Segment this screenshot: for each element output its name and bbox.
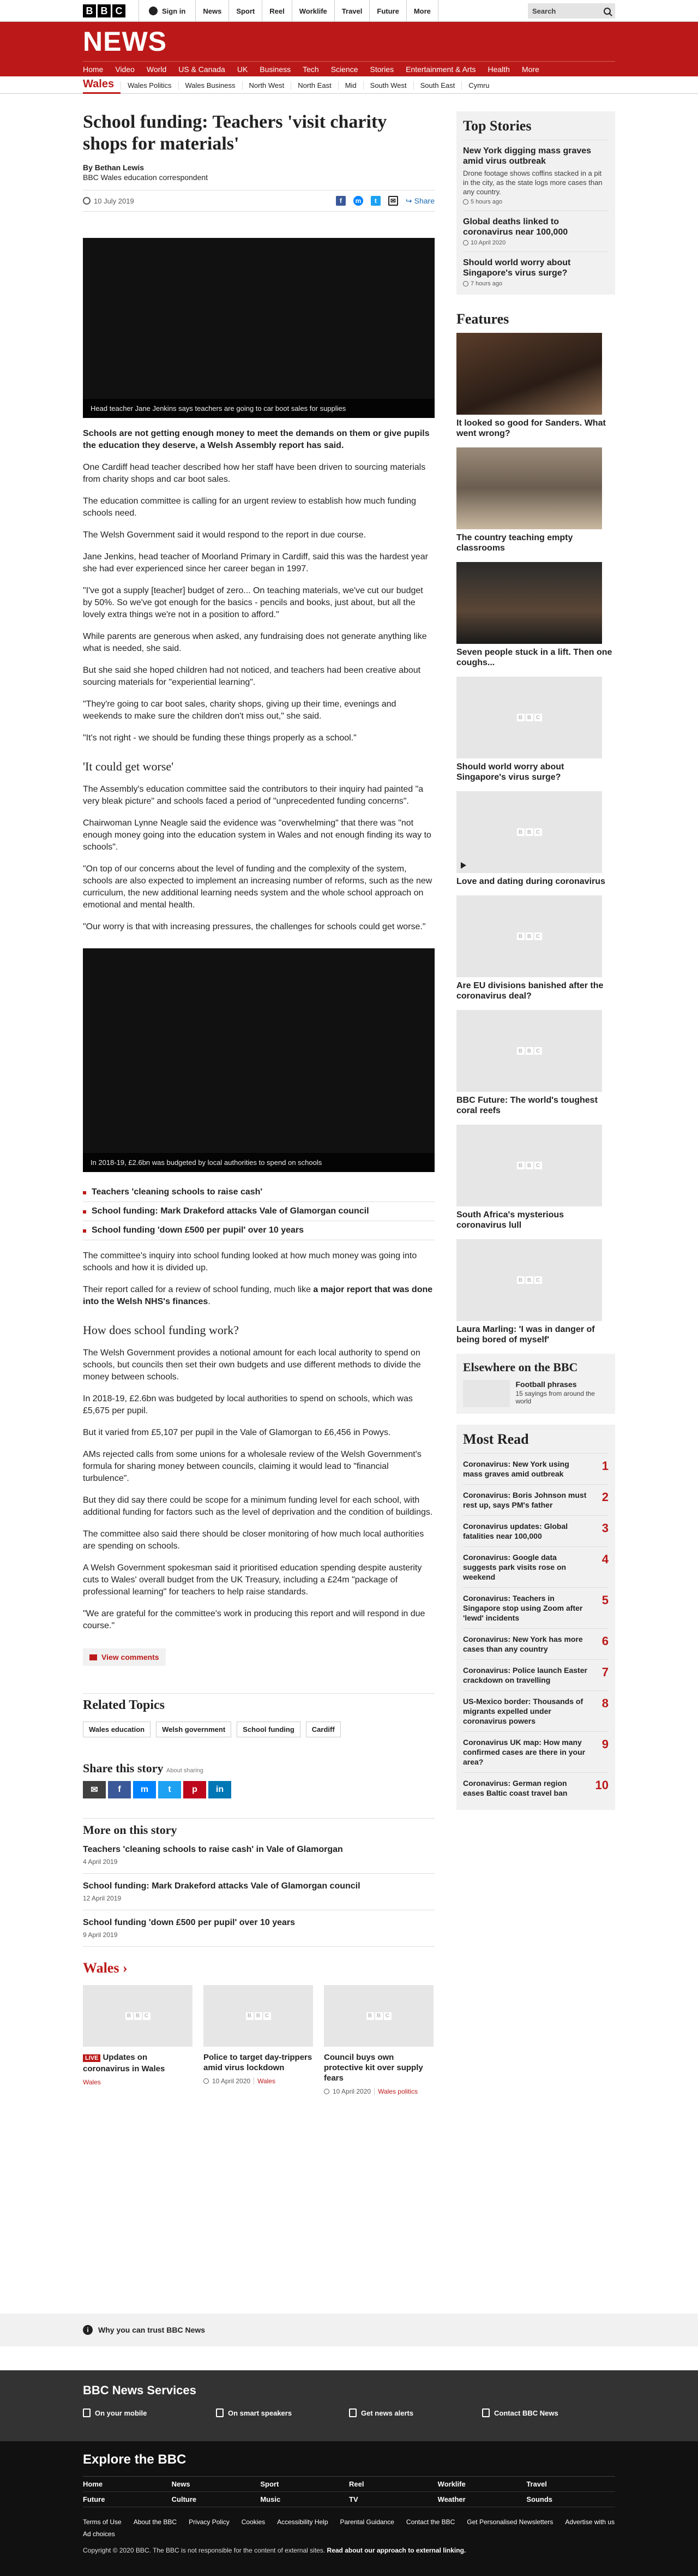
- share-story: [83, 1761, 435, 1798]
- wales-card[interactable]: B B C Council buys own protective kit over supply fears 10 April 2020 Wales politics: [324, 1985, 434, 2095]
- card-image-placeholder: B B C: [203, 1985, 313, 2047]
- lead-paragraph: Schools are not getting enough money to meet the demands on them or give pupils the education they deserve, a Welsh Assembly report has said.: [83, 429, 430, 450]
- global-nav: [196, 0, 438, 22]
- most-read-item[interactable]: Coronavirus: New York using mass graves amid outbreak 1: [463, 1453, 609, 1484]
- related-link[interactable]: School funding 'down £500 per pupil' over 10 years: [83, 1221, 435, 1240]
- subheading: 'It could get worse': [83, 760, 174, 773]
- subnav-north-west[interactable]: North West: [242, 81, 291, 89]
- topic-tag[interactable]: Cardiff: [306, 1722, 341, 1737]
- topic-tag[interactable]: School funding: [237, 1722, 300, 1737]
- most-read-item[interactable]: Coronavirus: New York has more cases than any country 6: [463, 1628, 609, 1659]
- facebook-share-icon[interactable]: f: [108, 1781, 131, 1798]
- global-nav-travel[interactable]: Travel: [335, 0, 370, 22]
- service-smart-speakers[interactable]: On smart speakers: [216, 2408, 349, 2417]
- feature-card[interactable]: B B C Are EU divisions banished after the coronavirus deal?: [456, 895, 615, 1001]
- global-nav-more[interactable]: More: [407, 0, 438, 22]
- card-image-placeholder: B B C: [456, 677, 602, 758]
- email-icon[interactable]: ✉: [388, 196, 398, 206]
- hero-image: [83, 238, 435, 418]
- rank-number: 8: [601, 1696, 609, 1710]
- news-nav-us-canada[interactable]: US & Canada: [178, 64, 225, 74]
- footer-link-tv[interactable]: TV: [349, 2492, 438, 2507]
- most-read-item[interactable]: Coronavirus: Teachers in Singapore stop using Zoom after 'lewd' incidents 5: [463, 1587, 609, 1628]
- paragraph: AMs rejected calls from some unions for a wholesale review of the Welsh Government's formula for sharing money between councils, claiming it would lead to "financial turbulence".: [83, 1450, 422, 1483]
- paragraph: But they did say there could be scope for a minimum funding level for each school, with additional funding for factors such as the level of deprivation and the condition of buildings.: [83, 1496, 433, 1517]
- linkedin-share-icon[interactable]: in: [208, 1781, 231, 1798]
- facebook-icon[interactable]: f: [336, 196, 346, 206]
- footer-link-future[interactable]: Future: [83, 2492, 172, 2507]
- rank-number: 10: [595, 1778, 609, 1792]
- footer-link-music[interactable]: Music: [260, 2492, 349, 2507]
- elsewhere-thumbnail: [463, 1380, 510, 1407]
- wales-section: [83, 1960, 435, 2095]
- elsewhere-item[interactable]: Football phrases 15 sayings from around the world: [463, 1380, 609, 1407]
- nhs-report-link[interactable]: a major report that was done into the Welsh NHS's finances: [83, 1285, 433, 1306]
- subnav-wales[interactable]: Wales: [83, 76, 121, 94]
- news-nav-home[interactable]: Home: [83, 64, 104, 74]
- rank-number: 9: [601, 1737, 609, 1751]
- bbc-logo[interactable]: B B C: [83, 4, 125, 17]
- news-nav-science[interactable]: Science: [330, 64, 358, 74]
- service-news-alerts[interactable]: Get news alerts: [349, 2408, 482, 2417]
- trust-banner: [0, 2314, 698, 2346]
- most-read-item[interactable]: Coronavirus UK map: How many confirmed cases are there in your area? 9: [463, 1731, 609, 1772]
- share-toolbar: [336, 196, 435, 206]
- paragraph: Chairwoman Lynne Neagle said the evidence was "overwhelming" that there was "not enough money going into the education system in Wales and not enough finding its way to schools".: [83, 818, 431, 852]
- most-read-item[interactable]: Coronavirus updates: Global fatalities near 100,000 3: [463, 1515, 609, 1546]
- related-links-list: [83, 1183, 435, 1240]
- subnav-wales-business[interactable]: Wales Business: [178, 81, 242, 89]
- clock-icon: [203, 2078, 209, 2084]
- twitter-icon[interactable]: t: [371, 196, 381, 206]
- subnav-wales-politics[interactable]: Wales Politics: [121, 81, 178, 89]
- top-story[interactable]: New York digging mass graves amid virus outbreak Drone footage shows coffins stacked in a pit in the city, as the state logs more cases than any country. 5 hours ago: [463, 140, 609, 211]
- clock-icon: [463, 240, 468, 246]
- services-title: BBC News Services: [83, 2383, 196, 2397]
- legal-link[interactable]: Terms of Use: [83, 2518, 122, 2526]
- card-image-placeholder: B B C: [456, 1125, 602, 1206]
- news-services: [0, 2370, 698, 2441]
- most-read: [456, 1425, 615, 1810]
- news-nav-stories[interactable]: Stories: [370, 64, 394, 74]
- share-button[interactable]: ↪ Share: [405, 196, 435, 205]
- share-icon: ↪: [405, 196, 412, 205]
- subnav-cymru[interactable]: Cymru: [461, 81, 496, 89]
- subheading: How does school funding work?: [83, 1323, 239, 1337]
- paragraph: The Welsh Government provides a notional amount for each local authority to spend on schools, but councils then set their own budgets and use different methods to divide the money between schools.: [83, 1348, 421, 1382]
- features: [456, 311, 615, 1345]
- global-nav-reel[interactable]: Reel: [262, 0, 292, 22]
- related-topics: [83, 1693, 435, 1737]
- legal-link[interactable]: Get Personalised Newsletters: [467, 2518, 553, 2526]
- global-nav-worklife[interactable]: Worklife: [292, 0, 335, 22]
- paragraph: The committee's inquiry into school funding looked at how much money was going into schools and how it is divided up.: [83, 1251, 417, 1272]
- alert-icon: [349, 2408, 357, 2417]
- legal-link[interactable]: Accessibility Help: [277, 2518, 328, 2526]
- card-section-link[interactable]: Wales: [83, 2078, 101, 2086]
- service-mobile[interactable]: On your mobile: [83, 2408, 216, 2417]
- feature-card[interactable]: It looked so good for Sanders. What went wrong?: [456, 333, 615, 439]
- paragraph: But she said she hoped children had not noticed, and teachers had been creative about sourcing materials for "experiential learning".: [83, 666, 421, 687]
- paragraph: While parents are generous when asked, any fundraising does not generate anything like what is needed, she said.: [83, 632, 427, 653]
- wales-subnav: [0, 76, 698, 94]
- paragraph: Jane Jenkins, head teacher of Moorland Primary in Cardiff, said this was the hardest year she had ever experienced since her career began in 1997.: [83, 552, 428, 573]
- subnav-south-east[interactable]: South East: [413, 81, 462, 89]
- paragraph: A Welsh Government spokesman said it prioritised education spending despite austerity cuts to Wales' overall budget from the UK Treasury, including a £24m "package of professional learning" for teachers to help raise standards.: [83, 1563, 422, 1597]
- copyright: Copyright © 2020 BBC. The BBC is not responsible for the content of external sites. Read about our approach to external linking.: [83, 2547, 466, 2554]
- most-read-item[interactable]: Coronavirus: Google data suggests park visits rose on weekend 4: [463, 1546, 609, 1587]
- paragraph: But it varied from £5,107 per pupil in the Vale of Glamorgan to £6,456 in Powys.: [83, 1428, 391, 1437]
- wales-card[interactable]: B B C LIVE Updates on coronavirus in Wales Wales: [83, 1985, 192, 2095]
- paragraph: In 2018-19, £2.6bn was budgeted by local authorities to spend on schools, which was £5,675 per pupil.: [83, 1394, 413, 1415]
- most-read-title: Most Read: [463, 1431, 529, 1447]
- top-stories: [456, 111, 615, 295]
- clock-icon: [463, 281, 468, 286]
- list-item[interactable]: School funding 'down £500 per pupil' over 10 years 9 April 2019: [83, 1910, 435, 1947]
- footer-link-sounds[interactable]: Sounds: [526, 2492, 615, 2507]
- topic-tag[interactable]: Wales education: [83, 1722, 151, 1737]
- top-stories-title: Top Stories: [463, 118, 532, 134]
- legal-link[interactable]: Privacy Policy: [189, 2518, 230, 2526]
- news-nav-entertainment[interactable]: Entertainment & Arts: [406, 64, 476, 74]
- legal-link[interactable]: Advertise with us: [565, 2518, 615, 2526]
- related-topics-title: Related Topics: [83, 1693, 435, 1713]
- feature-image: [456, 447, 602, 529]
- rank-number: 6: [601, 1634, 609, 1648]
- related-link[interactable]: Teachers 'cleaning schools to raise cash': [83, 1183, 435, 1202]
- rank-number: 2: [601, 1490, 609, 1504]
- card-section-link[interactable]: Wales: [254, 2077, 275, 2085]
- paragraph: Their report called for a review of school funding, much like a major report that was done into the Welsh NHS's finances.: [83, 1285, 433, 1306]
- twitter-share-icon[interactable]: t: [158, 1781, 181, 1798]
- rank-number: 5: [601, 1593, 609, 1607]
- page-title: School funding: Teachers 'visit charity shops for materials': [83, 112, 387, 154]
- sidebar: [456, 111, 615, 2095]
- comment-icon: [89, 1654, 97, 1660]
- card-image-placeholder: B B C: [456, 895, 602, 977]
- clock-icon: [83, 197, 91, 205]
- global-nav-news[interactable]: News: [196, 0, 229, 22]
- feature-card[interactable]: B B C Laura Marling: 'I was in danger of being bored of myself': [456, 1239, 615, 1345]
- top-story[interactable]: Global deaths linked to coronavirus near 100,000 10 April 2020: [463, 211, 609, 252]
- most-read-item[interactable]: Coronavirus: Boris Johnson must rest up, says PM's father 2: [463, 1484, 609, 1515]
- card-image-placeholder: B B C: [324, 1985, 434, 2047]
- paragraph: The education committee is calling for an urgent review to establish how much funding schools need.: [83, 497, 416, 518]
- article-column: [83, 111, 435, 2095]
- paragraph: "They're going to car boot sales, charity shops, giving up their time, evenings and weekends to make sure the children don't miss out," she said.: [83, 700, 396, 721]
- view-comments-button[interactable]: View comments: [83, 1648, 166, 1666]
- wales-section-title[interactable]: Wales ›: [83, 1960, 128, 1976]
- card-image-placeholder: B B C: [456, 791, 602, 873]
- paragraph: "It's not right - we should be funding these things properly as a school.": [83, 733, 357, 743]
- news-nav-more[interactable]: More: [521, 64, 539, 74]
- signin-link[interactable]: Sign in: [139, 0, 196, 22]
- footer-link-home[interactable]: Home: [83, 2477, 172, 2492]
- news-nav-uk[interactable]: UK: [237, 64, 248, 74]
- footer-link-travel[interactable]: Travel: [526, 2477, 615, 2492]
- footer-link-sport[interactable]: Sport: [260, 2477, 349, 2492]
- byline-role: BBC Wales education correspondent: [83, 173, 208, 182]
- card-image-placeholder: B B C: [456, 1239, 602, 1321]
- card-section-link[interactable]: Wales politics: [374, 2088, 418, 2095]
- rank-number: 4: [601, 1552, 609, 1566]
- global-nav-sport[interactable]: Sport: [229, 0, 262, 22]
- news-nav-video[interactable]: Video: [115, 64, 135, 74]
- search-input[interactable]: Search: [528, 3, 615, 19]
- rank-number: 7: [601, 1665, 609, 1679]
- explore-title: Explore the BBC: [83, 2452, 186, 2467]
- pinterest-share-icon[interactable]: p: [183, 1781, 206, 1798]
- most-read-item[interactable]: US-Mexico border: Thousands of migrants expelled under coronavirus powers 8: [463, 1690, 609, 1731]
- about-sharing-link[interactable]: About sharing: [166, 1767, 203, 1774]
- paragraph: The committee also said there should be closer monitoring of how much local authorities are spending on schools.: [83, 1529, 424, 1551]
- paragraph: The Welsh Government said it would respond to the report in due course.: [83, 530, 366, 540]
- explore-footer: [0, 2441, 698, 2576]
- elsewhere-title: Elsewhere on the BBC: [463, 1360, 578, 1374]
- messenger-share-icon[interactable]: m: [133, 1781, 156, 1798]
- user-icon: [149, 7, 158, 15]
- global-topbar: [0, 0, 698, 22]
- speaker-icon: [216, 2408, 224, 2417]
- features-title: Features: [456, 311, 509, 327]
- feature-card[interactable]: B B C Should world worry about Singapore's virus surge?: [456, 677, 615, 782]
- news-nav-business[interactable]: Business: [260, 64, 291, 74]
- live-badge: LIVE: [83, 2054, 100, 2062]
- trust-link[interactable]: Why you can trust BBC News: [98, 2326, 206, 2334]
- clock-icon: [324, 2089, 329, 2094]
- inline-caption: In 2018-19, £2.6bn was budgeted by local authorities to spend on schools: [83, 1153, 435, 1172]
- list-item[interactable]: Teachers 'cleaning schools to raise cash' in Vale of Glamorgan 4 April 2019: [83, 1837, 435, 1874]
- card-image-placeholder: B B C: [456, 1010, 602, 1092]
- hero-caption: Head teacher Jane Jenkins says teachers are going to car boot sales for supplies: [83, 399, 435, 418]
- feature-card[interactable]: B B C South Africa's mysterious coronavirus lull: [456, 1125, 615, 1230]
- global-nav-future[interactable]: Future: [370, 0, 406, 22]
- feature-image: [456, 562, 602, 644]
- paragraph: One Cardiff head teacher described how her staff have been driven to sourcing materials from charity shops and car boot sales.: [83, 463, 426, 484]
- paragraph: "I've got a supply [teacher] budget of zero... On teaching materials, we've cut our budget by 50%. So we've got enough for the basics - pencils and books, just about, but all the lovely extra things we're not in a position to afford.": [83, 586, 423, 619]
- feature-card[interactable]: B B C Love and dating during coronavirus: [456, 791, 615, 887]
- subnav-south-west[interactable]: South West: [363, 81, 413, 89]
- info-icon: i: [83, 2325, 93, 2335]
- feature-card[interactable]: B B C BBC Future: The world's toughest coral reefs: [456, 1010, 615, 1116]
- paragraph: "On top of our concerns about the level of funding and the complexity of the system, schools are also expected to implement an increasing number of reforms, such as the new curriculum, the new additional learning needs system and the whole school approach on emotional and mental health.: [83, 864, 432, 910]
- footer-link-culture[interactable]: Culture: [172, 2492, 261, 2507]
- feature-card[interactable]: Seven people stuck in a lift. Then one coughs...: [456, 562, 615, 668]
- legal-link[interactable]: Ad choices: [83, 2530, 115, 2538]
- clock-icon: [463, 199, 468, 205]
- chevron-right-icon: ›: [122, 1960, 128, 1976]
- most-read-item[interactable]: Coronavirus: German region eases Baltic coast travel ban 10: [463, 1772, 609, 1803]
- footer-link-weather[interactable]: Weather: [438, 2492, 527, 2507]
- legal-links: [83, 2516, 615, 2540]
- feature-image: [456, 333, 602, 415]
- byline-name: By Bethan Lewis: [83, 163, 145, 172]
- legal-link[interactable]: Parental Guidance: [340, 2518, 394, 2526]
- paragraph: The Assembly's education committee said the contributors to their inquiry had painted "a very bleak picture" and schools faced a period of "unprecedented funding concerns".: [83, 785, 424, 806]
- news-nav: [83, 61, 615, 76]
- news-nav-tech[interactable]: Tech: [303, 64, 319, 74]
- paragraph: "Our worry is that with increasing pressures, the challenges for schools could get worse.": [83, 922, 426, 931]
- byline: [83, 163, 435, 182]
- article-date: 10 July 2019: [83, 197, 134, 205]
- most-read-item[interactable]: Coronavirus: Police launch Easter crackdown on travelling 7: [463, 1659, 609, 1690]
- mail-icon: [482, 2408, 490, 2417]
- news-header: [0, 22, 698, 76]
- more-on-this-story: [83, 1818, 435, 1947]
- share-story-title: Share this story: [83, 1761, 164, 1775]
- feature-card[interactable]: The country teaching empty classrooms: [456, 447, 615, 553]
- mobile-icon: [83, 2408, 91, 2417]
- list-item[interactable]: School funding: Mark Drakeford attacks Vale of Glamorgan council 12 April 2019: [83, 1874, 435, 1910]
- card-image-placeholder: B B C: [83, 1985, 192, 2047]
- wales-card[interactable]: B B C Police to target day-trippers amid virus lockdown 10 April 2020 Wales: [203, 1985, 313, 2095]
- subnav-mid[interactable]: Mid: [338, 81, 363, 89]
- news-logo[interactable]: NEWS: [83, 26, 167, 57]
- legal-link[interactable]: About the BBC: [133, 2518, 177, 2526]
- topic-tag[interactable]: Welsh government: [156, 1722, 231, 1737]
- footer-link-worklife[interactable]: Worklife: [438, 2477, 527, 2492]
- rank-number: 1: [601, 1459, 609, 1473]
- footer-link-reel[interactable]: Reel: [349, 2477, 438, 2492]
- elsewhere-on-bbc: [456, 1354, 615, 1414]
- paragraph: "We are grateful for the committee's work in producing this report and will respond in due course.": [83, 1609, 425, 1630]
- top-story[interactable]: Should world worry about Singapore's virus surge? 7 hours ago: [463, 252, 609, 295]
- email-share-icon[interactable]: ✉: [83, 1781, 106, 1798]
- search-icon[interactable]: [604, 8, 611, 15]
- service-contact[interactable]: Contact BBC News: [482, 2408, 615, 2417]
- article-meta: [83, 190, 435, 212]
- legal-link[interactable]: Cookies: [241, 2518, 266, 2526]
- external-linking-link[interactable]: Read about our approach to external linking.: [327, 2547, 466, 2554]
- more-on-story-title: More on this story: [83, 1818, 435, 1837]
- inline-image: [83, 948, 435, 1172]
- legal-link[interactable]: Contact the BBC: [406, 2518, 455, 2526]
- news-nav-world[interactable]: World: [146, 64, 167, 74]
- rank-number: 3: [601, 1521, 609, 1535]
- related-link[interactable]: School funding: Mark Drakeford attacks Vale of Glamorgan council: [83, 1202, 435, 1221]
- subnav-north-east[interactable]: North East: [291, 81, 338, 89]
- messenger-icon[interactable]: m: [353, 196, 363, 206]
- news-nav-health[interactable]: Health: [488, 64, 510, 74]
- article-body: [83, 428, 435, 1666]
- footer-link-news[interactable]: News: [172, 2477, 261, 2492]
- play-icon: [461, 862, 466, 869]
